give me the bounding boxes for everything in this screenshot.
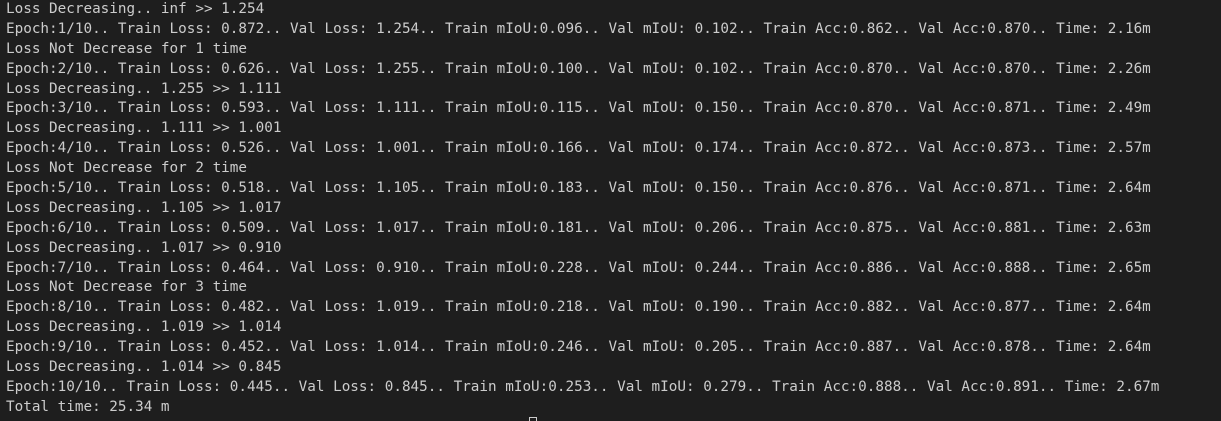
- terminal-line: Total time: 25.34 m: [6, 398, 170, 415]
- terminal-line: Epoch:5/10.. Train Loss: 0.518.. Val Loss: 1.105.. Train mIoU:0.183.. Val mIoU: 0.150.. Train Acc:0.876.. Val Acc:0.871.. Time: 2.64m: [6, 180, 1151, 197]
- text-cursor: [529, 417, 537, 421]
- terminal-line: Loss Not Decrease for 2 time: [6, 160, 248, 177]
- terminal-line: Epoch:7/10.. Train Loss: 0.464.. Val Loss: 0.910.. Train mIoU:0.228.. Val mIoU: 0.244.. Train Acc:0.886.. Val Acc:0.888.. Time: 2.65m: [6, 259, 1151, 276]
- terminal-line: Loss Decreasing.. 1.255 >> 1.111: [6, 80, 282, 97]
- terminal-line: Loss Not Decrease for 3 time: [6, 279, 248, 296]
- terminal-line: Epoch:9/10.. Train Loss: 0.452.. Val Loss: 1.014.. Train mIoU:0.246.. Val mIoU: 0.205.. Train Acc:0.887.. Val Acc:0.878.. Time: 2.64m: [6, 339, 1151, 356]
- terminal-line: Epoch:4/10.. Train Loss: 0.526.. Val Loss: 1.001.. Train mIoU:0.166.. Val mIoU: 0.174.. Train Acc:0.872.. Val Acc:0.873.. Time: 2.57m: [6, 140, 1151, 157]
- terminal-line: Epoch:3/10.. Train Loss: 0.593.. Val Loss: 1.111.. Train mIoU:0.115.. Val mIoU: 0.150.. Train Acc:0.870.. Val Acc:0.871.. Time: 2.49m: [6, 100, 1151, 117]
- terminal-line: Epoch:2/10.. Train Loss: 0.626.. Val Loss: 1.255.. Train mIoU:0.100.. Val mIoU: 0.102.. Train Acc:0.870.. Val Acc:0.870.. Time: 2.26m: [6, 60, 1151, 77]
- terminal-line: Loss Decreasing.. 1.105 >> 1.017: [6, 199, 282, 216]
- terminal-line: Loss Decreasing.. 1.017 >> 0.910: [6, 239, 282, 256]
- terminal-line: Loss Decreasing.. inf >> 1.254: [6, 1, 265, 17]
- terminal-line: Epoch:6/10.. Train Loss: 0.509.. Val Loss: 1.017.. Train mIoU:0.181.. Val mIoU: 0.206.. Train Acc:0.875.. Val Acc:0.881.. Time: 2.63m: [6, 219, 1151, 236]
- terminal-line: Loss Decreasing.. 1.014 >> 0.845: [6, 359, 282, 376]
- terminal-line: Loss Decreasing.. 1.111 >> 1.001: [6, 120, 282, 137]
- terminal-line: Loss Decreasing.. 1.019 >> 1.014: [6, 319, 282, 336]
- terminal-line: Epoch:8/10.. Train Loss: 0.482.. Val Loss: 1.019.. Train mIoU:0.218.. Val mIoU: 0.190.. Train Acc:0.882.. Val Acc:0.877.. Time: 2.64m: [6, 299, 1151, 316]
- terminal-line: Epoch:10/10.. Train Loss: 0.445.. Val Loss: 0.845.. Train mIoU:0.253.. Val mIoU: 0.279.. Train Acc:0.888.. Val Acc:0.891.. Time: 2.67m: [6, 378, 1160, 395]
- terminal-line: Epoch:1/10.. Train Loss: 0.872.. Val Loss: 1.254.. Train mIoU:0.096.. Val mIoU: 0.102.. Train Acc:0.862.. Val Acc:0.870.. Time: 2.16m: [6, 20, 1151, 37]
- terminal-line: Loss Not Decrease for 1 time: [6, 40, 248, 57]
